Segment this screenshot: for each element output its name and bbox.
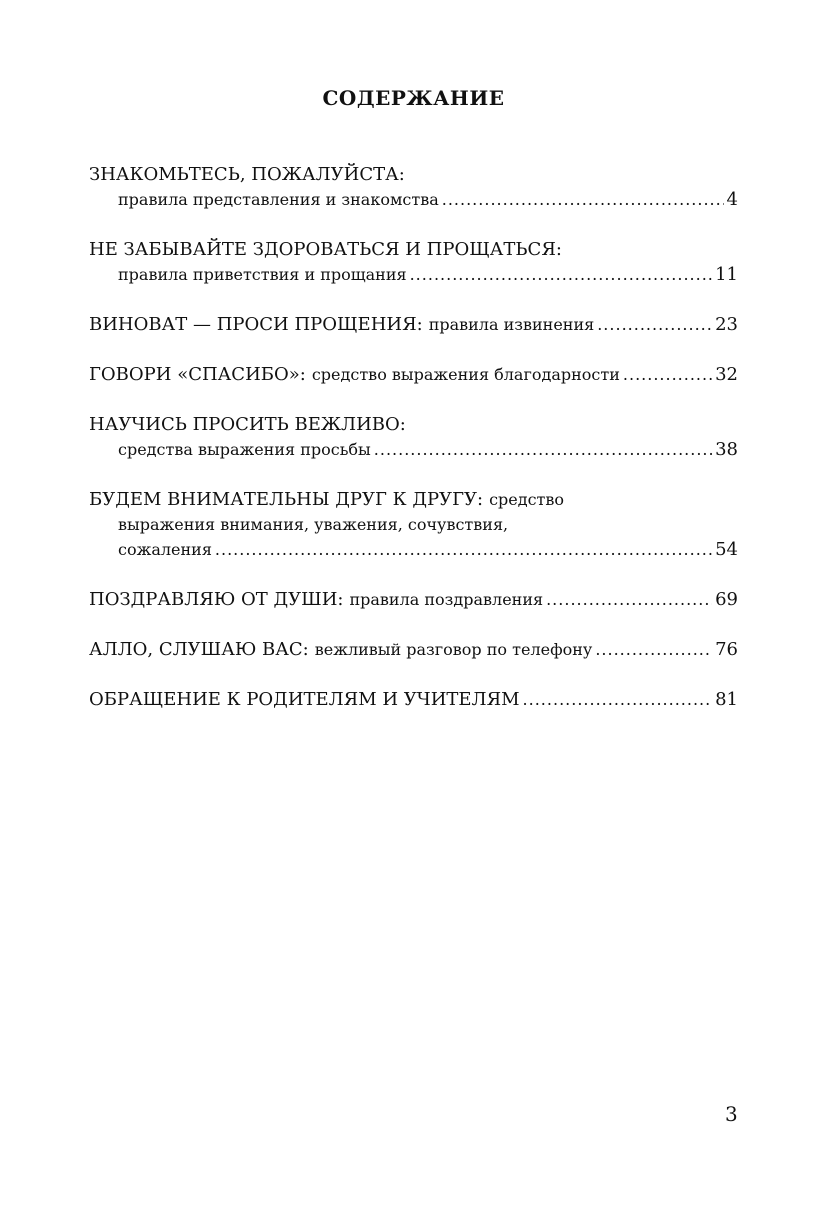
dot-leader: [215, 537, 712, 562]
toc-entry-heading-line: [89, 162, 738, 187]
toc-entry-line: [89, 312, 738, 337]
toc-entry-subtitle: вежливый разговор по телефону: [314, 640, 593, 659]
toc-entry-greetings[interactable]: [89, 237, 738, 287]
toc-entry-line: [89, 637, 738, 662]
toc-entry-page: 32: [715, 364, 738, 385]
toc-entry-subtitle: правила представления и знакомства: [118, 190, 439, 209]
toc-entry-heading: АЛЛО, СЛУШАЮ ВАС:: [89, 639, 309, 660]
toc-entry-sub-line: [89, 187, 738, 212]
toc-entry-sub-line: [89, 512, 738, 537]
dot-leader: [546, 587, 712, 612]
dot-leader: [410, 262, 713, 287]
dot-leader: [442, 187, 724, 212]
toc-entry-sub-line: [89, 437, 738, 462]
toc-entry-page: 81: [715, 689, 738, 710]
toc-entry-heading: ПОЗДРАВЛЯЮ ОТ ДУШИ:: [89, 589, 344, 610]
toc-entry-heading: НАУЧИСЬ ПРОСИТЬ ВЕЖЛИВО:: [89, 414, 406, 435]
dot-leader: [623, 362, 712, 387]
dot-leader: [597, 312, 712, 337]
toc-entry-line: [89, 687, 738, 712]
toc-entry-subtitle: правила приветствия и прощания: [118, 265, 407, 284]
toc-entry-subtitle-cont: выражения внимания, уважения, сочувствия,: [118, 515, 509, 534]
toc-entry-heading-line: [89, 487, 738, 512]
toc-entry-page: 4: [726, 189, 738, 210]
table-of-contents: [89, 162, 738, 737]
toc-entry-page: 54: [715, 539, 738, 560]
toc-entry-congratulations[interactable]: [89, 587, 738, 612]
toc-entry-sub-line: [89, 537, 738, 562]
toc-entry-thanks[interactable]: [89, 362, 738, 387]
toc-entry-heading: ЗНАКОМЬТЕСЬ, ПОЖАЛУЙСТА:: [89, 164, 405, 185]
dot-leader: [374, 437, 712, 462]
toc-entry-heading: БУДЕМ ВНИМАТЕЛЬНЫ ДРУГ К ДРУГУ:: [89, 489, 484, 510]
toc-entry-subtitle: правила поздравления: [349, 590, 544, 609]
toc-entry-heading-line: [89, 237, 738, 262]
toc-entry-subtitle: средство выражения благодарности: [311, 365, 620, 384]
page-number: 3: [725, 1102, 738, 1126]
toc-entry-subtitle-cont: сожаления: [118, 540, 212, 559]
toc-entry-sub-line: [89, 262, 738, 287]
toc-entry-heading: ВИНОВАТ — ПРОСИ ПРОЩЕНИЯ:: [89, 314, 423, 335]
toc-entry-page: 69: [715, 589, 738, 610]
toc-entry-line: [89, 587, 738, 612]
toc-entry-introductions[interactable]: [89, 162, 738, 212]
toc-entry-subtitle: средства выражения просьбы: [118, 440, 371, 459]
toc-entry-heading: НЕ ЗАБЫВАЙТЕ ЗДОРОВАТЬСЯ И ПРОЩАТЬСЯ:: [89, 239, 562, 260]
toc-entry-subtitle: правила извинения: [428, 315, 595, 334]
toc-entry-line: [89, 362, 738, 387]
toc-entry-page: 38: [715, 439, 738, 460]
dot-leader: [595, 637, 712, 662]
toc-entry-heading-line: [89, 412, 738, 437]
page-title: СОДЕРЖАНИЕ: [322, 86, 505, 110]
toc-entry-subtitle: средство: [489, 490, 565, 509]
toc-entry-heading: ОБРАЩЕНИЕ К РОДИТЕЛЯМ И УЧИТЕЛЯМ: [89, 689, 520, 710]
toc-entry-page: 76: [715, 639, 738, 660]
toc-entry-page: 11: [715, 264, 738, 285]
toc-entry-page: 23: [715, 314, 738, 335]
toc-entry-apology[interactable]: [89, 312, 738, 337]
toc-entry-attention[interactable]: [89, 487, 738, 562]
toc-entry-telephone[interactable]: [89, 637, 738, 662]
dot-leader: [523, 687, 713, 712]
toc-entry-requests[interactable]: [89, 412, 738, 462]
toc-entry-heading: ГОВОРИ «СПАСИБО»:: [89, 364, 306, 385]
toc-entry-parents-teachers[interactable]: [89, 687, 738, 712]
